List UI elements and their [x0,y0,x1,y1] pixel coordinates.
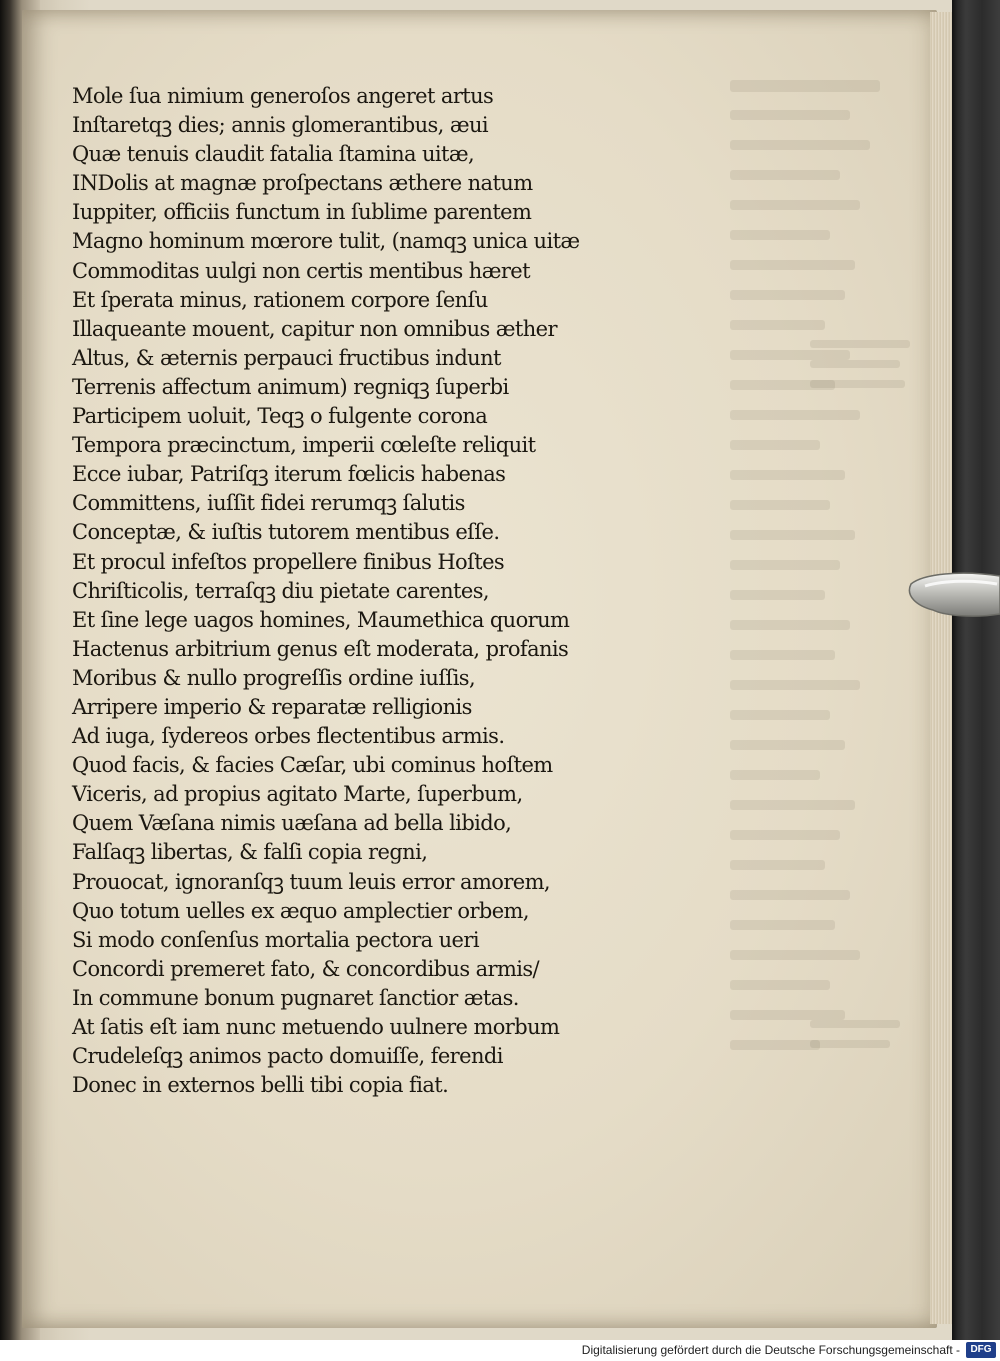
verse-line: Quem Væſana nimis uæſana ad bella libido, [72,811,512,836]
verse-line: Ad iuga, ſydereos orbes flectentibus armis. [72,724,505,749]
verse-line: Prouocat, ignoranſqꝫ tuum leuis error amorem, [72,869,550,894]
verse-line: Tempora præcinctum, imperii cœleſte reliquit [72,433,536,458]
verse-line: Arripere imperio & reparatæ relligionis [72,694,472,719]
verse-line: Donec in externos belli tibi copia fiat. [72,1073,449,1098]
verse-line: Quod facis, & facies Cæſar, ubi cominus hoſtem [72,753,553,778]
digitization-footer [0,1340,1000,1361]
verse-line: Ecce iubar, Patriſqꝫ iterum fœlicis habenas [72,462,506,487]
verse-line: Et ſperata minus, rationem corpore ſenſu [72,287,488,312]
verse-line: INDolis at magnæ proſpectans æthere natum [72,171,533,196]
verse-line: Commoditas uulgi non certis mentibus hæret [72,258,530,283]
dfg-logo: DFG [966,1342,996,1358]
verse-line: At ſatis eſt iam nunc metuendo uulnere morbum [72,1015,560,1039]
verse-line: Iuppiter, officiis functum in ſublime parentem [72,200,532,225]
verse-line: Moribus & nullo progreſſis ordine iuſſis, [72,665,476,690]
verse-line: Viceris, ad propius agitato Marte, ſuperbum, [72,782,523,807]
verse-line: Participem uoluit, Teqꝫ o fulgente corona [72,404,488,429]
show-through-marks [700,70,930,1110]
page-clip-icon [905,566,1000,624]
verse-line: Et ſine lege uagos homines, Maumethica quorum [72,607,570,632]
verse-line: Crudeleſqꝫ animos pacto domuiſſe, ferendi [72,1044,503,1069]
verse-block [72,82,732,1100]
verse-line: Inſtaretqꝫ dies; annis glomerantibus, æui [72,113,489,138]
verse-line: Hactenus arbitrium genus eſt moderata, profanis [72,636,569,661]
verse-line: Si modo conſenſus mortalia pectora ueri [72,927,479,952]
verse-line: Terrenis affectum animum) regniqꝫ ſuperbi [72,374,509,399]
funding-notice: Digitalisierung gefördert durch die Deutsche Forschungsgemeinschaft - [581,1343,960,1357]
verse-line: Falſaqꝫ libertas, & falſi copia regni, [72,840,428,865]
book-cover [952,0,1000,1340]
show-through-texture [700,70,930,1110]
verse-line: Chriſticolis, terraſqꝫ diu pietate carentes, [72,578,489,603]
verse-line: Committens, iuſſit fidei rerumqꝫ ſalutis [72,491,465,516]
verse-line: Quæ tenuis claudit fatalia ſtamina uitæ, [72,142,475,167]
verse-line: Concordi premeret fato, & concordibus armis/ [72,956,540,981]
verse-line: Et procul infeſtos propellere finibus Hoſtes [72,549,505,574]
verse-line: Quo totum uelles ex æquo amplectier orbem, [72,898,529,923]
verse-line: Illaqueante mouent, capitur non omnibus æther [72,316,557,341]
verse-line: Conceptæ, & iuſtis tutorem mentibus eſſe. [72,520,500,545]
verse-line: Altus, & æternis perpauci fructibus indunt [72,345,501,370]
verse-line: In commune bonum pugnaret ſanctior ætas. [72,985,519,1010]
verse-line: Mole ſua nimium generoſos angeret artus [72,84,494,108]
verse-line: Magno hominum mœrore tulit, (namqꝫ unica uitæ [72,229,580,254]
page-edges [930,12,954,1324]
